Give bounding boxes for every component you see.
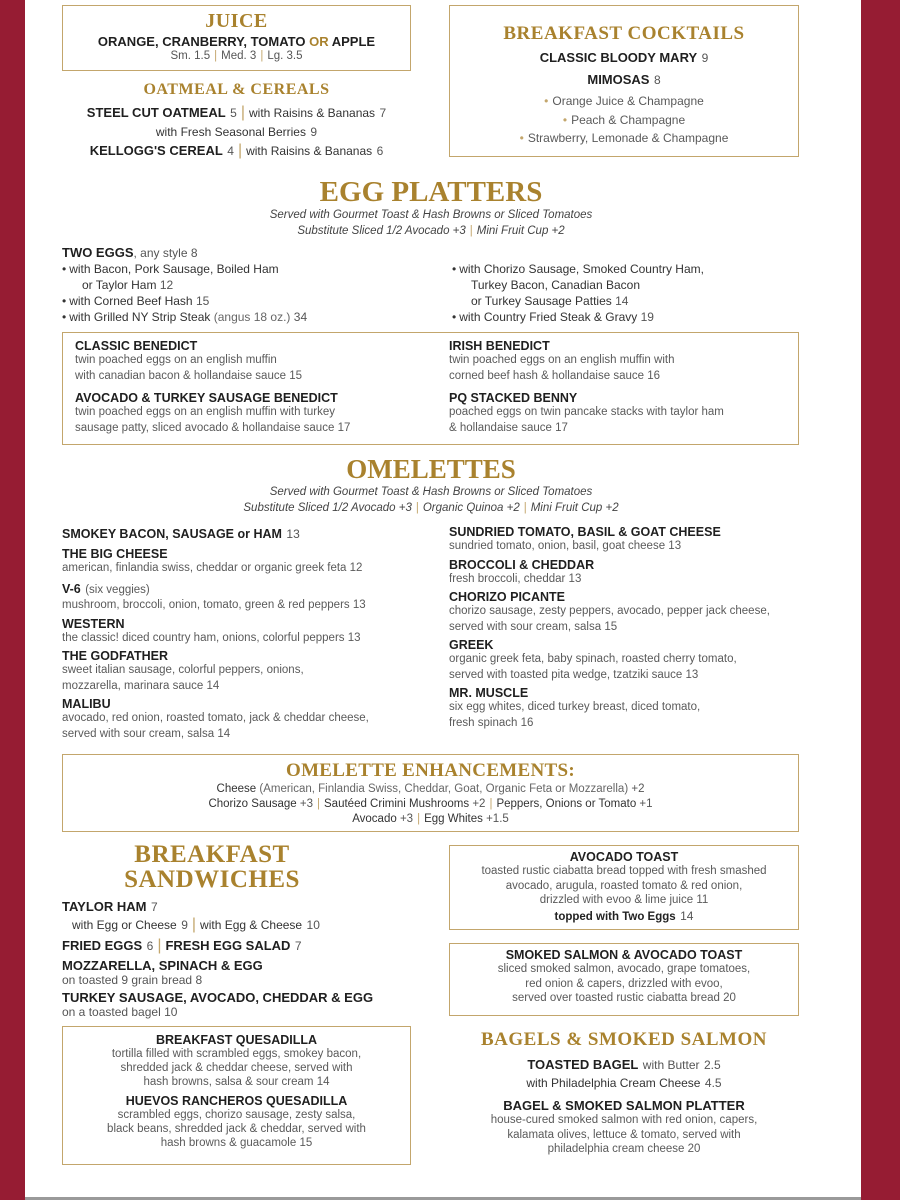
- benedict-item: IRISH BENEDICT twin poached eggs on an english muffin with corned beef hash & hollandaise sauce 16: [449, 339, 675, 382]
- omelette-item: THE BIG CHEESE american, finlandia swiss, cheddar or organic greek feta 12: [62, 547, 363, 574]
- turkey-sausage-sandwich-item: TURKEY SAUSAGE, AVOCADO, CHEDDAR & EGG on a toasted bagel 10: [62, 990, 374, 1019]
- enhancement-cheese: Cheese (American, Finlandia Swiss, Cheddar, Goat, Organic Feta or Mozzarella) +2: [216, 783, 645, 795]
- enhancement-line-3: Avocado +3 | Egg Whites +1.5: [352, 813, 509, 825]
- omelette-item: THE GODFATHER sweet italian sausage, colorful peppers, onions, mozzarella, marinara sauce 14: [62, 649, 304, 692]
- omelettes-header: [62, 456, 800, 516]
- sandwiches-title: BREAKFAST SANDWICHES: [124, 841, 300, 893]
- oatmeal-title: OATMEAL & CEREALS: [143, 81, 330, 98]
- juice-box: [62, 5, 411, 71]
- omelette-item: SUNDRIED TOMATO, BASIL & GOAT CHEESE sundried tomato, onion, basil, goat cheese 13: [449, 525, 721, 552]
- omelettes-left-column: [62, 525, 447, 745]
- omelette-item: BROCCOLI & CHEDDAR fresh broccoli, cheddar 13: [449, 557, 595, 585]
- two-eggs-option: • with Grilled NY Strip Steak (angus 18 oz.) 34: [62, 310, 308, 324]
- two-eggs-right-column: • with Chorizo Sausage, Smoked Country Ham, Turkey Bacon, Canadian Bacon or Turkey Sausage Patties 14 • with Country Fried Steak & Gravy 19: [452, 261, 812, 325]
- two-eggs-option: • with Bacon, Pork Sausage, Boiled Ham: [62, 262, 279, 276]
- two-eggs-left-column: TWO EGGS, any style 8 • with Bacon, Pork Sausage, Boiled Ham or Taylor Ham 12 • with Corned Beef Hash 15 • with Grilled NY Strip Steak (angus 18 oz.) 34: [62, 245, 442, 325]
- egg-platters-title: EGG PLATTERS: [319, 176, 543, 208]
- quesadilla-item: HUEVOS RANCHEROS QUESADILLA scrambled eggs, chorizo sausage, zesty salsa, black beans, shredded jack & cheddar, served with hash browns & guacamole 15: [107, 1094, 366, 1149]
- steel-cut-berries-option: with Fresh Seasonal Berries 9: [155, 125, 318, 139]
- toasted-bagel-item: TOASTED BAGEL with Butter 2.5: [527, 1057, 721, 1072]
- benedicts-box: [62, 332, 799, 445]
- bloody-mary-item: CLASSIC BLOODY MARY 9: [539, 50, 709, 65]
- juice-title: JUICE: [205, 10, 268, 32]
- egg-platters-header: [62, 178, 800, 239]
- enhancements-title: OMELETTE ENHANCEMENTS:: [285, 760, 575, 781]
- omelette-item: MALIBU avocado, red onion, roasted tomato, jack & cheddar cheese, served with sour cream, salsa 14: [62, 697, 369, 740]
- egg-platters-subtitle: Served with Gourmet Toast & Hash Browns or Sliced Tomatoes: [269, 209, 593, 221]
- mozzarella-spinach-egg-item: MOZZARELLA, SPINACH & EGG on toasted 9 grain bread 8: [62, 958, 263, 987]
- benedict-item: PQ STACKED BENNY poached eggs on twin pancake stacks with taylor ham & hollandaise sauce 17: [449, 391, 724, 434]
- bagels-section: [449, 1030, 799, 1157]
- omelette-item: SMOKEY BACON, SAUSAGE or HAM 13: [62, 527, 300, 541]
- mimosa-option: • Orange Juice & Champagne: [544, 94, 704, 108]
- omelette-item: MR. MUSCLE six egg whites, diced turkey breast, diced tomato, fresh spinach 16: [449, 686, 701, 729]
- kelloggs-cereal-item: KELLOGG'S CEREAL 4 | with Raisins & Bananas 6: [89, 142, 384, 159]
- egg-platters-substitutes: Substitute Sliced 1/2 Avocado +3 | Mini Fruit Cup +2: [297, 224, 565, 237]
- omelettes-substitutes: Substitute Sliced 1/2 Avocado +3 | Organic Quinoa +2 | Mini Fruit Cup +2: [243, 501, 619, 514]
- sandwiches-section: [62, 842, 411, 1019]
- mimosa-option: • Strawberry, Lemonade & Champagne: [519, 131, 729, 145]
- enhancements-box: [62, 754, 799, 832]
- cocktails-box: [449, 5, 799, 157]
- two-eggs-item: TWO EGGS, any style 8: [62, 245, 198, 260]
- omelettes-right-column: [449, 525, 799, 734]
- omelette-item: WESTERN the classic! diced country ham, onions, colorful peppers 13: [62, 616, 361, 644]
- right-border-band: [861, 0, 900, 1200]
- taylor-ham-item: TAYLOR HAM 7: [62, 899, 158, 914]
- omelette-item: V-6 (six veggies) mushroom, broccoli, onion, tomato, green & red peppers 13: [62, 581, 366, 611]
- mimosa-option: • Peach & Champagne: [562, 112, 686, 127]
- mimosa-options: [450, 92, 798, 148]
- omelettes-subtitle: Served with Gourmet Toast & Hash Browns or Sliced Tomatoes: [269, 486, 593, 498]
- juice-sizes: Sm. 1.5 | Med. 3 | Lg. 3.5: [170, 50, 303, 62]
- two-eggs-option: • with Country Fried Steak & Gravy 19: [452, 310, 654, 324]
- bagels-title: BAGELS & SMOKED SALMON: [480, 1029, 767, 1050]
- smoked-salmon-toast-box: [449, 943, 799, 1016]
- omelette-item: CHORIZO PICANTE chorizo sausage, zesty peppers, avocado, pepper jack cheese, served with sour cream, salsa 15: [449, 590, 770, 633]
- oatmeal-section: [62, 82, 411, 160]
- omelette-item: GREEK organic greek feta, baby spinach, roasted cherry tomato, served with toasted pita wedge, tzatziki sauce 13: [449, 638, 737, 681]
- toasted-bagel-cream-cheese-option: with Philadelphia Cream Cheese 4.5: [526, 1076, 722, 1090]
- benedict-item: CLASSIC BENEDICT twin poached eggs on an english muffin with canadian bacon & hollandaise sauce 15: [75, 339, 302, 382]
- left-border-band: [0, 0, 25, 1200]
- steel-cut-oatmeal-item: STEEL CUT OATMEAL 5 | with Raisins & Bananas 7: [86, 104, 387, 121]
- smoked-salmon-toast-item: SMOKED SALMON & AVOCADO TOAST sliced smoked salmon, avocado, grape tomatoes, red onion & capers, drizzled with evoo, served over toasted rustic ciabatta bread 20: [497, 948, 751, 1004]
- avocado-toast-item: AVOCADO TOAST toasted rustic ciabatta bread topped with fresh smashed avocado, arugula, roasted tomato & red onion, drizzled with evoo & lime juice 11 topped with Two Eggs 14: [481, 850, 767, 923]
- juice-flavors: ORANGE, CRANBERRY, TOMATO OR APPLE: [97, 34, 376, 49]
- quesadillas-box: [62, 1026, 411, 1165]
- cocktails-title: BREAKFAST COCKTAILS: [503, 23, 745, 44]
- mimosas-item: MIMOSAS 8: [587, 72, 661, 87]
- benedict-item: AVOCADO & TURKEY SAUSAGE BENEDICT twin poached eggs on an english muffin with turkey sausage patty, sliced avocado & hollandaise sauce 17: [75, 391, 351, 434]
- quesadilla-item: BREAKFAST QUESADILLA tortilla filled with scrambled eggs, smokey bacon, shredded jack & cheddar cheese, served with hash browns, salsa & sour cream 14: [111, 1033, 362, 1088]
- two-eggs-option: • with Corned Beef Hash 15: [62, 294, 210, 308]
- bagel-salmon-platter-item: BAGEL & SMOKED SALMON PLATTER house-cured smoked salmon with red onion, capers, kalamata olives, lettuce & tomato, served with philadelphia cream cheese 20: [490, 1098, 758, 1155]
- fried-eggs-egg-salad-item: FRIED EGGS 6 | FRESH EGG SALAD 7: [62, 937, 302, 954]
- taylor-ham-options: with Egg or Cheese 9 | with Egg & Cheese 10: [72, 916, 320, 933]
- avocado-toast-box: [449, 845, 799, 930]
- two-eggs-option: • with Chorizo Sausage, Smoked Country Ham,: [452, 262, 704, 276]
- enhancement-line-2: Chorizo Sausage +3 | Sautéed Crimini Mushrooms +2 | Peppers, Onions or Tomato +1: [208, 798, 653, 810]
- omelettes-title: OMELETTES: [346, 454, 516, 484]
